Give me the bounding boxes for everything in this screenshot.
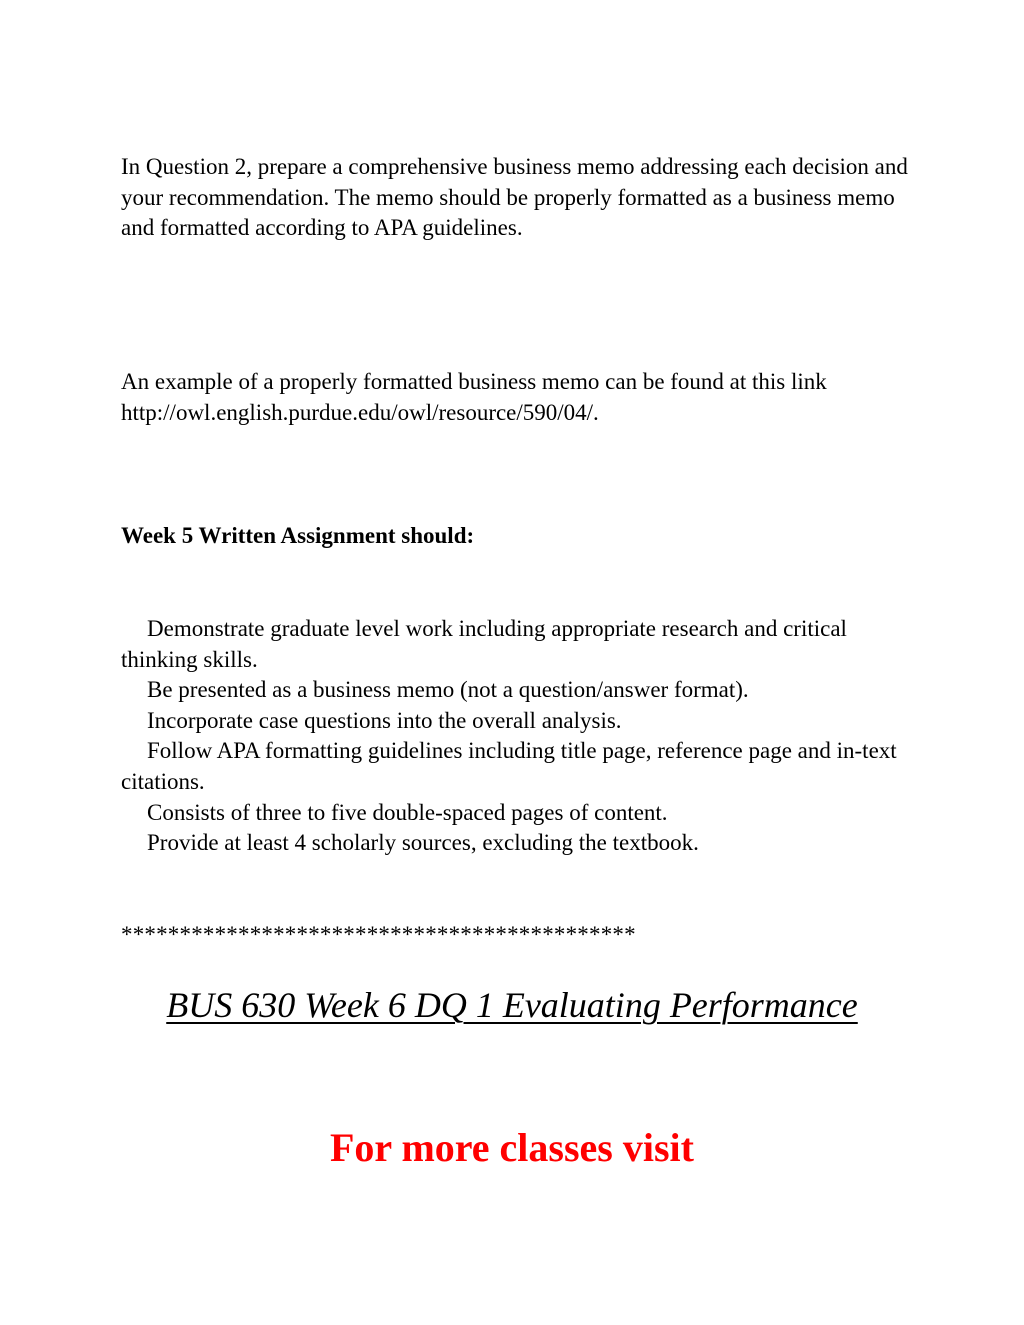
list-item: Follow APA formatting guidelines including title page, reference page and in-text citations.: [121, 738, 897, 794]
separator-line: ********************************************: [121, 922, 636, 947]
memo-example-paragraph: An example of a properly formatted business memo can be found at this link http://owl.english.purdue.edu/owl/resource/590/04/.: [121, 369, 827, 425]
section-title: BUS 630 Week 6 DQ 1 Evaluating Performance: [166, 985, 858, 1025]
visit-text: For more classes visit: [329, 1125, 694, 1170]
list-item: Provide at least 4 scholarly sources, excluding the textbook.: [147, 830, 699, 856]
list-item: Incorporate case questions into the overall analysis.: [147, 707, 622, 733]
list-item: Be presented as a business memo (not a question/answer format).: [147, 677, 749, 703]
list-item: Demonstrate graduate level work including appropriate research and critical thinking skills.: [121, 616, 847, 672]
instructions-paragraph: In Question 2, prepare a comprehensive business memo addressing each decision and your recommendation. The memo should be properly formatted as a business memo and formatted according to APA guidelines.: [121, 154, 908, 240]
requirements-list: [121, 614, 911, 859]
assignment-heading: Week 5 Written Assignment should:: [121, 523, 475, 548]
list-item: Consists of three to five double-spaced pages of content.: [147, 799, 668, 825]
